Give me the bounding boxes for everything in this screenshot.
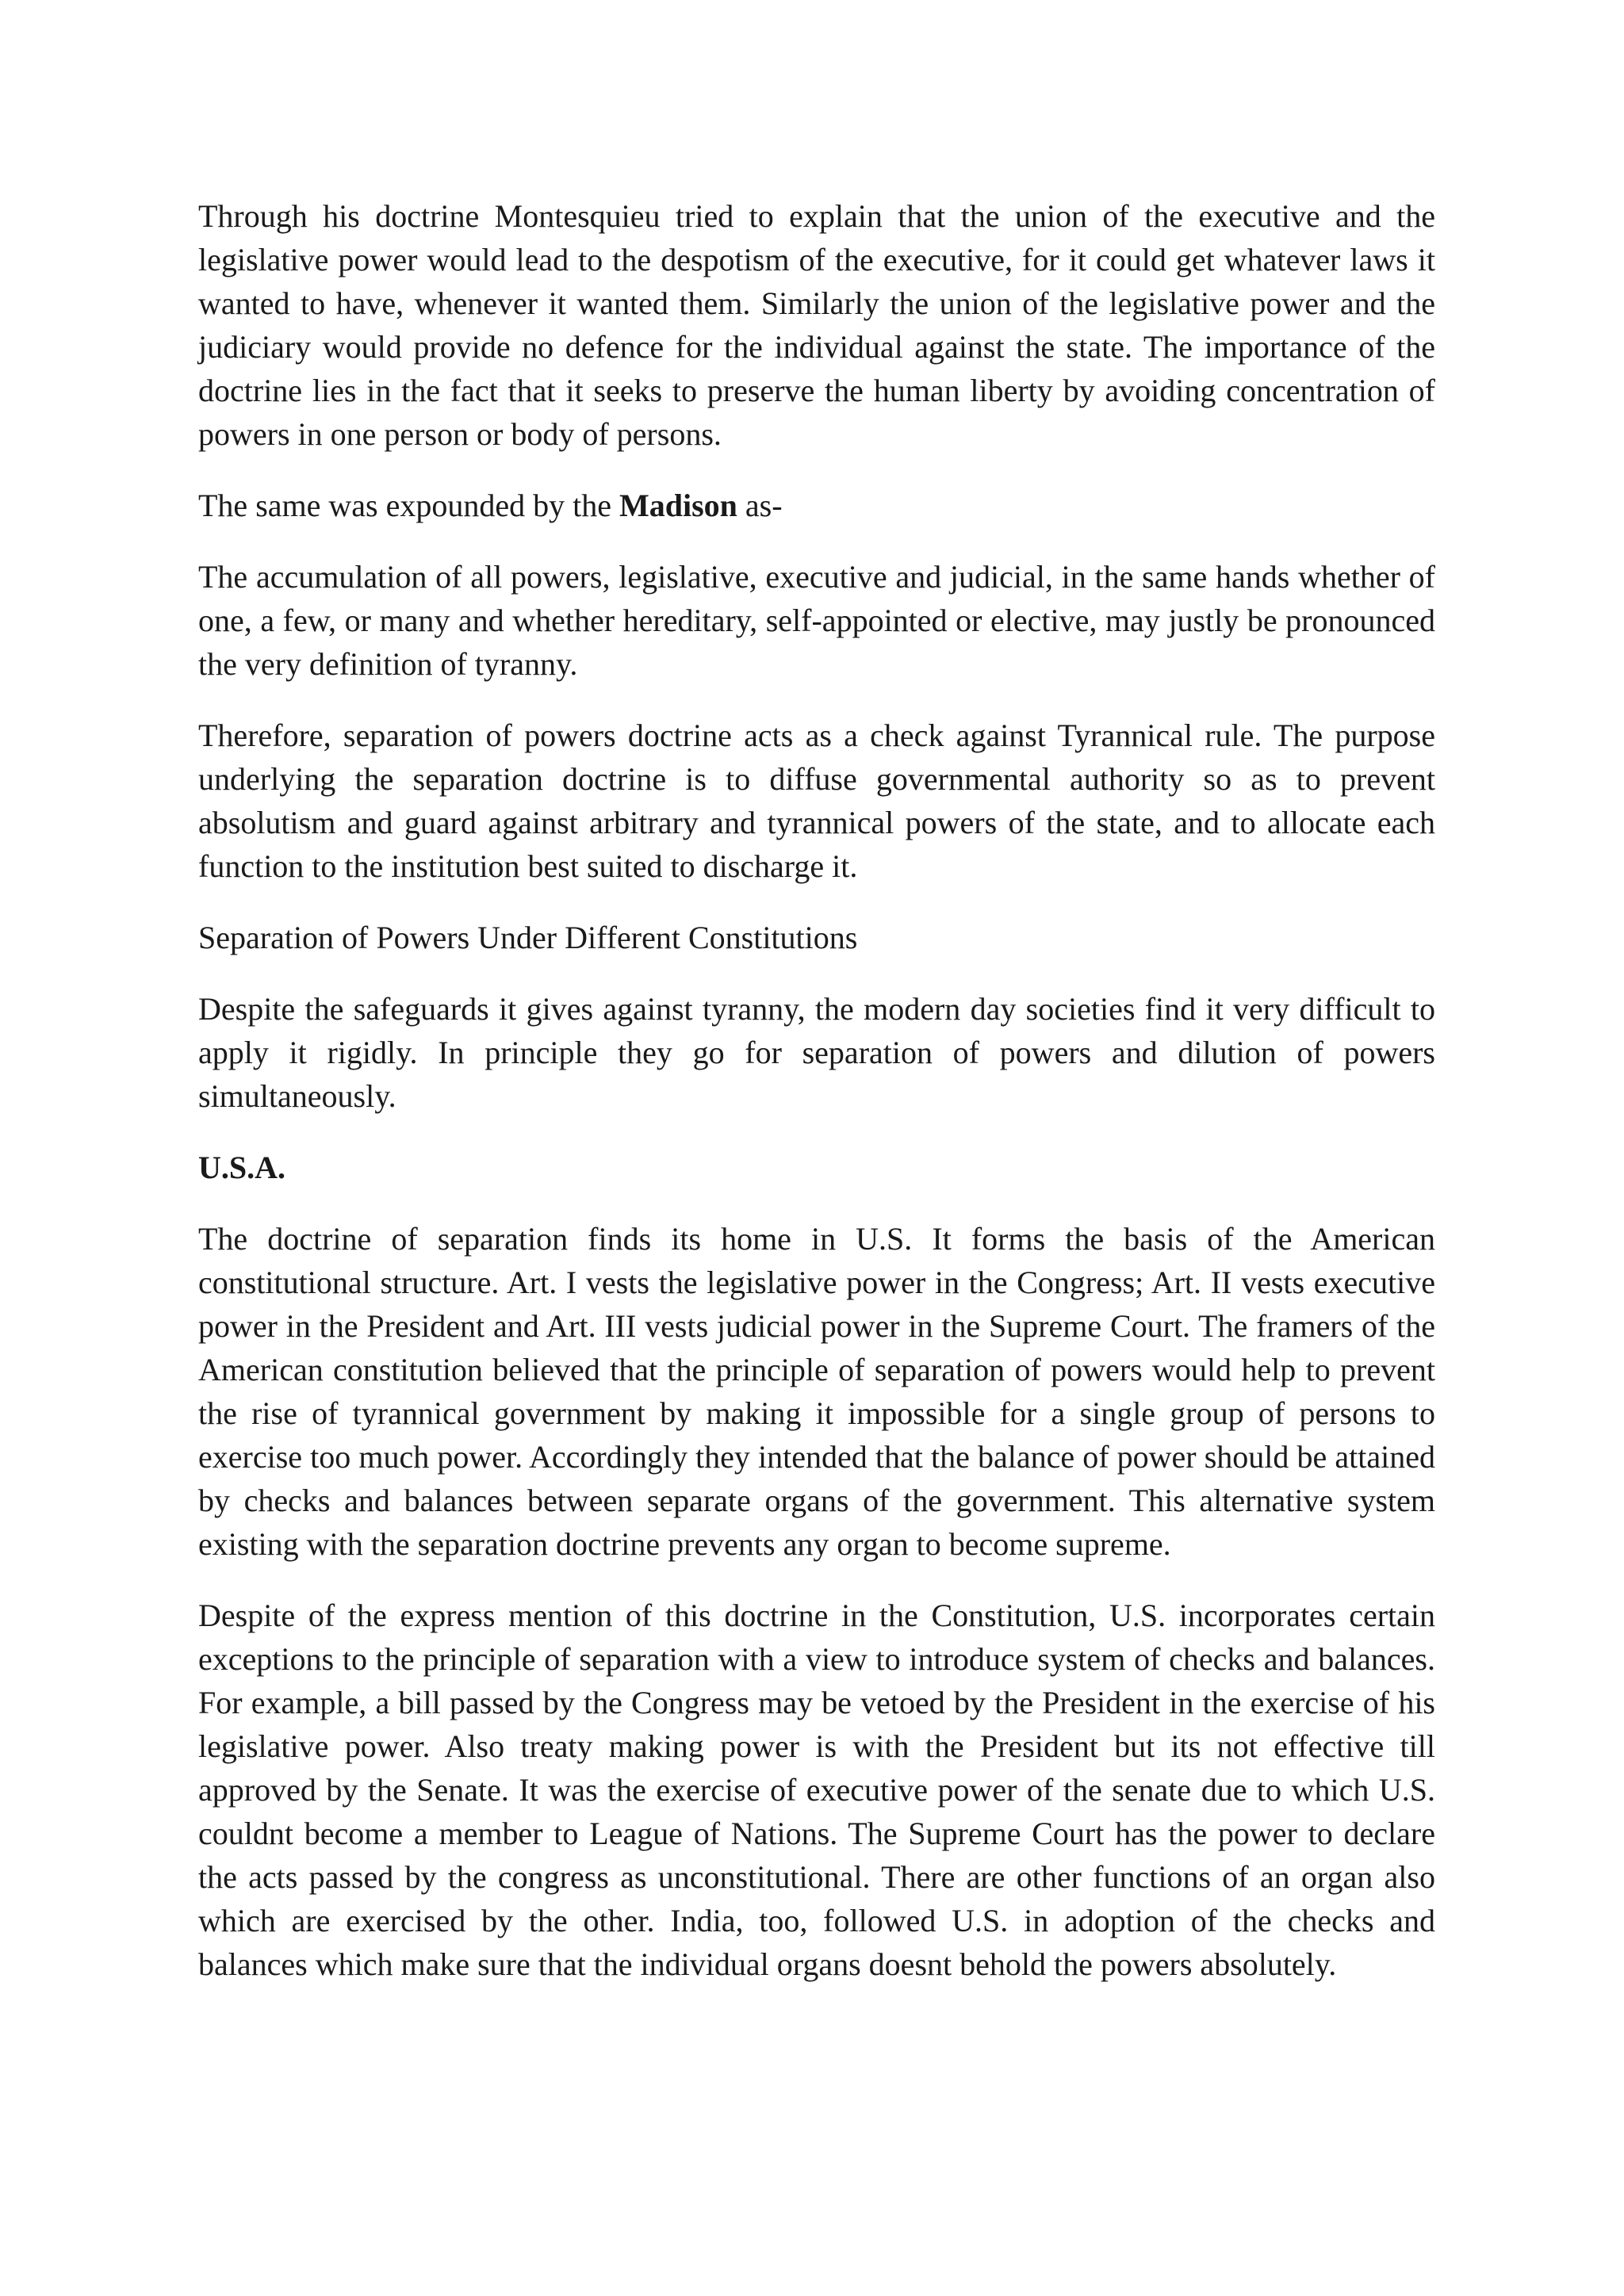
- paragraph-modern-societies: Despite the safeguards it gives against tyranny, the modern day societies find it very difficult to apply it rigidly. In principle they go for separation of powers and dilution of powers simultaneously.: [198, 991, 1435, 1114]
- paragraph-madison-quote: The accumulation of all powers, legislative, executive and judicial, in the same hands whether of one, a few, or many and whether hereditary, self-appointed or elective, may justly be pronounced the very definition of tyranny.: [198, 559, 1435, 682]
- paragraph-usa-doctrine: The doctrine of separation finds its home in U.S. It forms the basis of the American constitutional structure. Art. I vests the legislative power in the Congress; Art. II vests executive power in the President and Art. III vests judicial power in the Supreme Court. The framers of the American constitution believed that the principle of separation of powers would help to prevent the rise of tyrannical government by making it impossible for a single group of persons to exercise too much power. Accordingly they intended that the balance of power should be attained by checks and balances between separate organs of the government. This alternative system existing with the separation doctrine prevents any organ to become supreme.: [198, 1221, 1435, 1562]
- section-heading-usa: U.S.A.: [198, 1150, 286, 1185]
- madison-intro-text: The same was expounded by the: [198, 488, 619, 523]
- paragraph-montesquieu: Through his doctrine Montesquieu tried to explain that the union of the executive and the legislative power would lead to the despotism of the executive, for it could get whatever laws it wanted to have, whenever it wanted them. Similarly the union of the legislative power and the judiciary would provide no defence for the individual against the state. The importance of the doctrine lies in the fact that it seeks to preserve the human liberty by avoiding concentration of powers in one person or body of persons.: [198, 198, 1435, 452]
- madison-name: Madison: [619, 488, 737, 523]
- paragraph-tyrannical-rule: Therefore, separation of powers doctrine acts as a check against Tyrannical rule. The purpose underlying the separation doctrine is to diffuse governmental authority so as to prevent absolutism and guard against arbitrary and tyrannical powers of the state, and to allocate each function to the institution best suited to discharge it.: [198, 718, 1435, 884]
- paragraph-madison-intro: [198, 484, 1435, 527]
- paragraph-usa-exceptions: Despite of the express mention of this doctrine in the Constitution, U.S. incorporates certain exceptions to the principle of separation with a view to introduce system of checks and balances. For example, a bill passed by the Congress may be vetoed by the President in the exercise of his legislative power. Also treaty making power is with the President but its not effective till approved by the Senate. It was the exercise of executive power of the senate due to which U.S. couldnt become a member to League of Nations. The Supreme Court has the power to declare the acts passed by the congress as unconstitutional. There are other functions of an organ also which are exercised by the other. India, too, followed U.S. in adoption of the checks and balances which make sure that the individual organs doesnt behold the powers absolutely.: [198, 1598, 1435, 1982]
- section-heading-constitutions: Separation of Powers Under Different Constitutions: [198, 920, 858, 955]
- madison-intro-suffix: as-: [737, 488, 783, 523]
- document-page: [198, 194, 1435, 2014]
